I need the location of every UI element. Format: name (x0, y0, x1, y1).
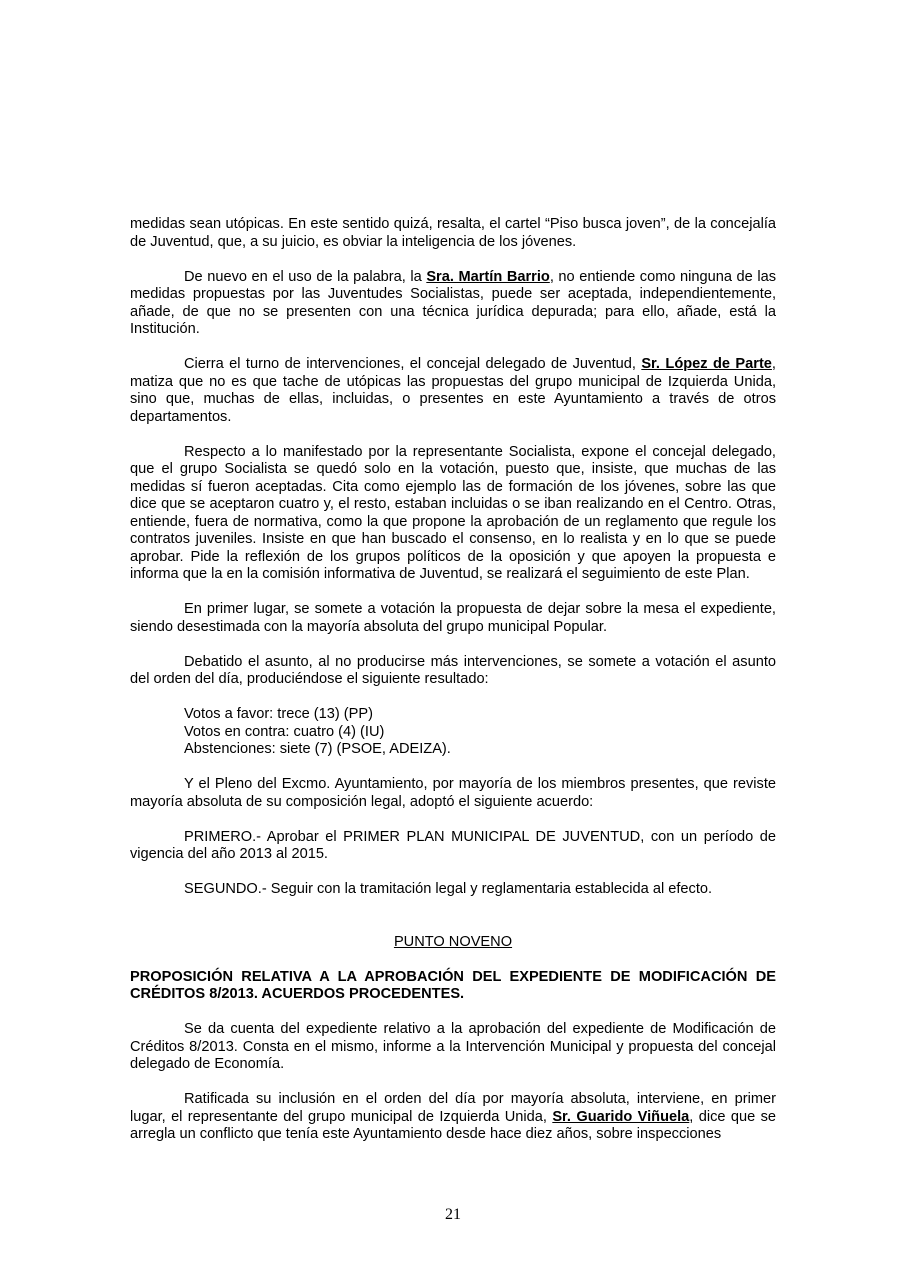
votes-abstentions: Abstenciones: siete (7) (PSOE, ADEIZA). (184, 741, 451, 757)
speaker-name: Sr. Guarido Viñuela (552, 1108, 690, 1125)
section-heading: PROPOSICIÓN RELATIVA A LA APROBACIÓN DEL EXPEDIENTE DE MODIFICACIÓN DE CRÉDITOS 8/2013. ACUERDOS PROCEDENTES. (130, 968, 776, 1002)
speaker-name: Sra. Martín Barrio (426, 268, 550, 285)
paragraph-3 (130, 356, 776, 426)
paragraph-10: Se da cuenta del expediente relativo a la aprobación del expediente de Modificación de Créditos 8/2013. Consta en el mismo, informe a la Intervención Municipal y propuesta del concejal delegado de Economía. (130, 1021, 776, 1072)
paragraph-9: SEGUNDO.- Seguir con la tramitación legal y reglamentaria establecida al efecto. (184, 881, 713, 897)
section-title: PUNTO NOVENO (393, 933, 513, 950)
paragraph-3-text-b: , matiza que no es que tache de utópicas las propuestas del grupo municipal de Izquierda Unida, sino que, muchas de ellas, incluidas, o presentes en este Ayuntamiento a través de otros departamentos. (130, 356, 776, 425)
paragraph-4: Respecto a lo manifestado por la representante Socialista, expone el concejal delegado, que el grupo Socialista se quedó solo en la votación, puesto que, insiste, que muchas de las medidas sí fueron aceptadas. Cita como ejemplo las de formación de los jóvenes, sobre las que dice que se aceptaron cuatro y, el resto, estaban incluidas o se iban realizando en el Centro. Otras, entiende, fuera de normativa, como la que propone la aprobación de un reglamento que regule los contratos juveniles. Insiste en que han buscado el consenso, en lo realista y en lo que se puede aprobar. Pide la reflexión de los grupos políticos de la oposición y que apoyen la propuesta e informa que la en la comisión informativa de Juventud, se realizará el seguimiento de este Plan. (130, 443, 776, 582)
paragraph-11 (130, 1091, 776, 1144)
paragraph-3-text-a: Cierra el turno de intervenciones, el concejal delegado de Juventud, (184, 356, 642, 372)
document-body (130, 216, 776, 1161)
vote-results (184, 706, 776, 759)
paragraph-11-text-b: , dice que se arregla un conflicto que tenía este Ayuntamiento desde hace diez años, sobre inspecciones (130, 1108, 776, 1142)
paragraph-5: En primer lugar, se somete a votación la propuesta de dejar sobre la mesa el expediente, siendo desestimada con la mayoría absoluta del grupo municipal Popular. (130, 601, 776, 635)
paragraph-7: Y el Pleno del Excmo. Ayuntamiento, por mayoría de los miembros presentes, que reviste mayoría absoluta de su composición legal, adoptó el siguiente acuerdo: (130, 776, 776, 810)
paragraph-2-text-b: , no entiende como ninguna de las medidas propuestas por las Juventudes Socialistas, puede ser aceptada, independientemente, añade, de que no se presenten con una técnica jurídica depurada; para ello, añade, está la Institución. (130, 268, 777, 337)
page-number: 21 (445, 1206, 461, 1223)
paragraph-11-text-a: Ratificada su inclusión en el orden del día por mayoría absoluta, interviene, en primer lugar, el representante del grupo municipal de Izquierda Unida, (130, 1091, 776, 1125)
paragraph-1: medidas sean utópicas. En este sentido quizá, resalta, el cartel “Piso busca joven”, de la concejalía de Juventud, que, a su juicio, es obviar la inteligencia de los jóvenes. (130, 216, 776, 250)
paragraph-2 (130, 269, 776, 339)
votes-favor: Votos a favor: trece (13) (PP) (184, 706, 373, 722)
speaker-name: Sr. López de Parte (641, 356, 772, 372)
paragraph-8: PRIMERO.- Aprobar el PRIMER PLAN MUNICIPAL DE JUVENTUD, con un período de vigencia del año 2013 al 2015. (130, 828, 776, 862)
paragraph-2-text-a: De nuevo en el uso de la palabra, la (184, 268, 427, 285)
votes-contra: Votos en contra: cuatro (4) (IU) (184, 723, 385, 740)
paragraph-6: Debatido el asunto, al no producirse más intervenciones, se somete a votación el asunto del orden del día, produciéndose el siguiente resultado: (130, 653, 776, 687)
